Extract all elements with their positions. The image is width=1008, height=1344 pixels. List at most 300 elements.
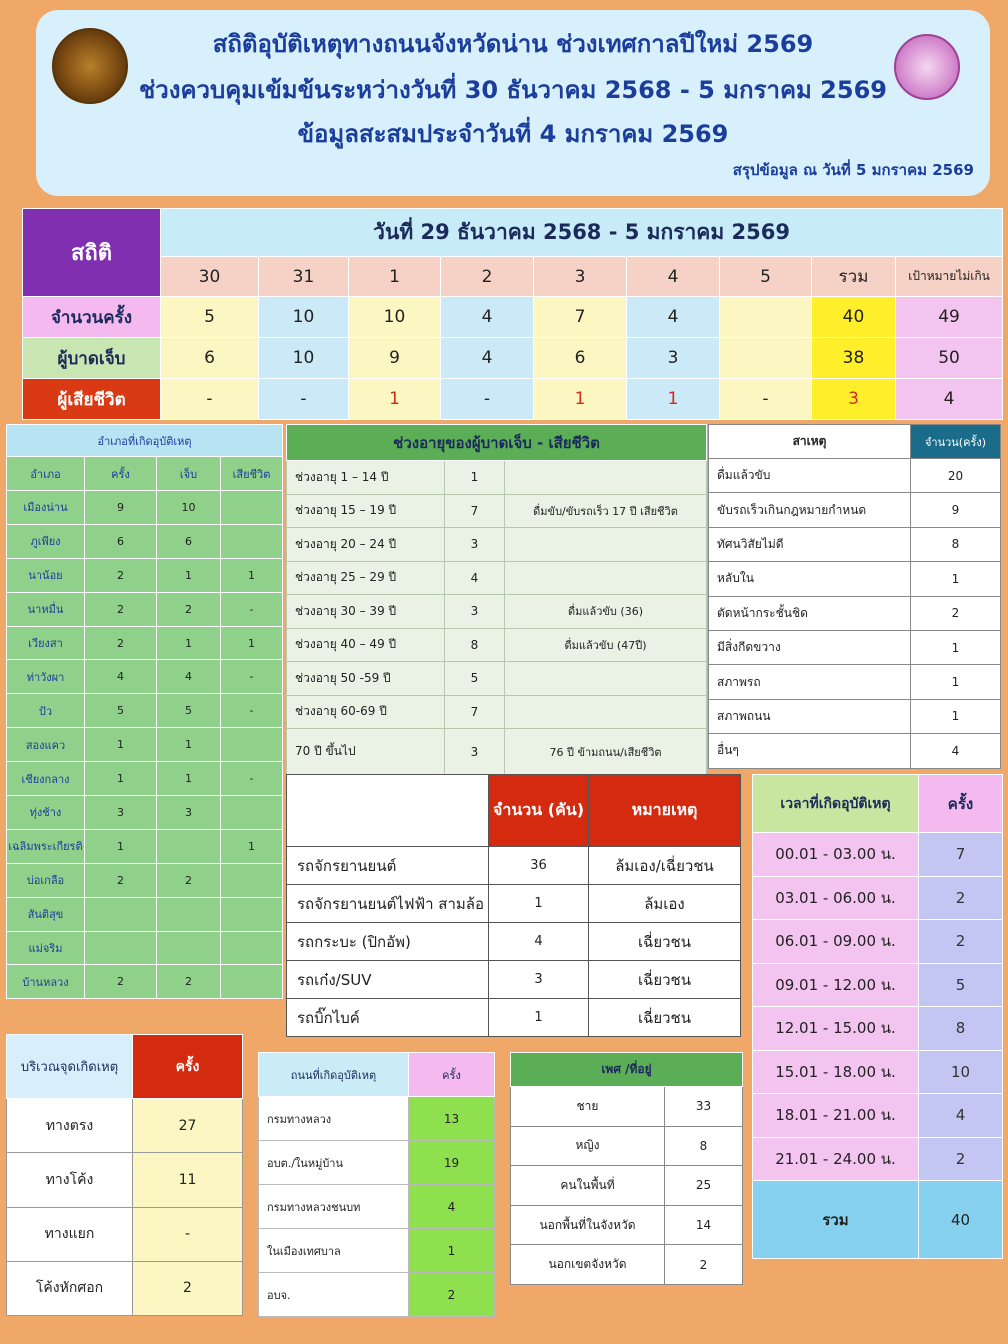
summary-total-cell: 3 [812,379,896,420]
summary-cell: 6 [161,338,259,379]
summary-total-cell: 40 [812,297,896,338]
time-count: 8 [919,1007,1003,1051]
summary-corner-label: สถิติ [23,209,161,297]
time-row [753,1137,1003,1181]
district-header: อำเภอ [7,457,85,491]
cause-row [709,493,1001,527]
time-row [753,1007,1003,1051]
time-total-row [753,1181,1003,1259]
vehicle-row [287,961,741,999]
district-injured [157,829,221,863]
location-label: โค้งหักศอก [7,1261,133,1315]
road-count: 4 [409,1185,495,1229]
district-injured: 1 [157,762,221,796]
gender-count: 8 [665,1126,743,1166]
summary-cell [720,338,812,379]
district-name: เชียงกลาง [7,762,85,796]
time-row [753,963,1003,1007]
district-header-row [7,457,283,491]
road-row [259,1141,495,1185]
summary-row-crashes [23,297,1003,338]
road-label: อบจ. [259,1273,409,1317]
summary-cell: 10 [259,338,349,379]
age-count: 1 [445,461,505,495]
time-range: 21.01 - 24.00 น. [753,1137,919,1181]
district-row [7,491,283,525]
time-range: 12.01 - 15.00 น. [753,1007,919,1051]
district-injured: 2 [157,965,221,999]
age-count: 8 [445,628,505,662]
vehicle-row [287,847,741,885]
summary-cell: 3 [627,338,720,379]
summary-cell: - [259,379,349,420]
summary-col-header: เป้าหมายไม่เกิน [896,257,1003,297]
time-range: 18.01 - 21.00 น. [753,1094,919,1138]
district-crashes: 1 [85,762,157,796]
gender-row [511,1245,743,1285]
vehicle-table [286,774,741,1037]
summary-col-header: 31 [259,257,349,297]
location-row [7,1153,243,1207]
summary-target-cell: 49 [896,297,1003,338]
time-count: 4 [919,1094,1003,1138]
cause-count: 2 [911,596,1001,630]
summary-col-header: 3 [534,257,627,297]
summary-table [22,208,1003,420]
age-range: ช่วงอายุ 20 – 24 ปี [287,528,445,562]
district-row [7,728,283,762]
time-range: 09.01 - 12.00 น. [753,963,919,1007]
location-row [7,1207,243,1261]
district-injured: 2 [157,592,221,626]
location-count: 27 [133,1099,243,1153]
cause-row [709,527,1001,561]
summary-cell: - [720,379,812,420]
cause-label: ขับรถเร็วเกินกฎหมายกำหนด [709,493,911,527]
age-row [287,494,707,528]
district-row [7,762,283,796]
summary-col-header: 1 [349,257,441,297]
vehicle-count: 4 [489,923,589,961]
gender-count: 14 [665,1205,743,1245]
vehicle-header-blank [287,775,489,847]
age-range: ช่วงอายุ 15 – 19 ปี [287,494,445,528]
summary-cell: 7 [534,297,627,338]
location-label: ทางโค้ง [7,1153,133,1207]
age-range: ช่วงอายุ 60-69 ปี [287,695,445,729]
header-banner [36,10,990,196]
gender-title: เพศ /ที่อยู่ [511,1053,743,1087]
vehicle-count: 36 [489,847,589,885]
gender-label: คนในพื้นที่ [511,1166,665,1206]
district-header: เสียชีวิต [221,457,283,491]
summary-cell: 10 [259,297,349,338]
district-deaths: - [221,762,283,796]
age-range: ช่วงอายุ 25 – 29 ปี [287,561,445,595]
road-header-label: ถนนที่เกิดอุบัติเหตุ [259,1053,409,1097]
district-crashes: 2 [85,558,157,592]
time-row [753,833,1003,877]
age-count: 5 [445,662,505,696]
gender-row [511,1166,743,1206]
time-count: 2 [919,920,1003,964]
summary-column-header-row [23,257,1003,297]
road-count: 1 [409,1229,495,1273]
road-row [259,1097,495,1141]
time-range: 03.01 - 06.00 น. [753,876,919,920]
summary-row-label: ผู้บาดเจ็บ [23,338,161,379]
summary-target-cell: 4 [896,379,1003,420]
district-injured: 10 [157,491,221,525]
district-deaths [221,863,283,897]
district-crashes: 3 [85,796,157,830]
time-range: 15.01 - 18.00 น. [753,1050,919,1094]
title-line-3: ข้อมูลสะสมประจำวันที่ 4 มกราคม 2569 [297,120,729,148]
district-injured: 4 [157,660,221,694]
district-crashes: 2 [85,965,157,999]
location-count: 11 [133,1153,243,1207]
district-name: เวียงสา [7,626,85,660]
age-row [287,729,707,775]
time-total-label: รวม [753,1181,919,1259]
age-range: ช่วงอายุ 40 – 49 ปี [287,628,445,662]
location-label: ทางแยก [7,1207,133,1261]
summary-cell: 10 [349,297,441,338]
district-name: เมืองน่าน [7,491,85,525]
summary-row-label: จำนวนครั้ง [23,297,161,338]
summary-cell: 1 [627,379,720,420]
age-row [287,461,707,495]
age-note: ดื่มขับ/ขับรถเร็ว 17 ปี เสียชีวิต [505,494,707,528]
cause-row [709,665,1001,699]
age-row [287,595,707,629]
district-row [7,796,283,830]
vehicle-header-count: จำนวน (คัน) [489,775,589,847]
summary-col-header: รวม [812,257,896,297]
vehicle-row [287,923,741,961]
district-name: บ่อเกลือ [7,863,85,897]
cause-header-label: สาเหตุ [709,425,911,459]
cause-header-count: จำนวน(ครั้ง) [911,425,1001,459]
vehicle-row [287,885,741,923]
location-header-count: ครั้ง [133,1035,243,1099]
district-deaths: 1 [221,829,283,863]
district-name: ท่าวังผา [7,660,85,694]
age-note [505,662,707,696]
time-row [753,1094,1003,1138]
time-range: 06.01 - 09.00 น. [753,920,919,964]
district-header: ครั้ง [85,457,157,491]
vehicle-count: 1 [489,999,589,1037]
district-name: สันติสุข [7,897,85,931]
vehicle-type: รถเก๋ง/SUV [287,961,489,999]
summary-row-label: ผู้เสียชีวิต [23,379,161,420]
road-header-count: ครั้ง [409,1053,495,1097]
age-range: ช่วงอายุ 1 – 14 ปี [287,461,445,495]
summary-cell: 6 [534,338,627,379]
age-note: ดื่มแล้วขับ (47ปี) [505,628,707,662]
gender-label: นอกพื้นที่ในจังหวัด [511,1205,665,1245]
summary-cell: - [441,379,534,420]
district-deaths [221,796,283,830]
district-deaths [221,965,283,999]
time-count: 2 [919,1137,1003,1181]
summary-cell: - [161,379,259,420]
time-row [753,920,1003,964]
summary-cell: 5 [161,297,259,338]
age-row [287,561,707,595]
time-header-count: ครั้ง [919,775,1003,833]
age-row [287,695,707,729]
vehicle-note: เฉี่ยวชน [589,923,741,961]
cause-count: 8 [911,527,1001,561]
district-injured [157,897,221,931]
district-row [7,660,283,694]
summary-row-injured [23,338,1003,379]
summary-row-deaths [23,379,1003,420]
road-row [259,1185,495,1229]
age-count: 3 [445,595,505,629]
location-count: 2 [133,1261,243,1315]
district-injured: 1 [157,626,221,660]
district-row [7,931,283,965]
summary-period: วันที่ 29 ธันวาคม 2568 - 5 มกราคม 2569 [161,209,1003,257]
district-name: นาหมื่น [7,592,85,626]
cause-row [709,459,1001,493]
district-row [7,592,283,626]
location-count: - [133,1207,243,1261]
time-count: 10 [919,1050,1003,1094]
cause-row [709,562,1001,596]
age-count: 7 [445,494,505,528]
cause-row [709,596,1001,630]
location-row [7,1261,243,1315]
district-row [7,626,283,660]
district-crashes: 2 [85,863,157,897]
district-deaths: 1 [221,558,283,592]
cause-label: ตัดหน้ากระชั้นชิด [709,596,911,630]
summary-cell: 4 [441,297,534,338]
road-label: อบต./ในหมู่บ้าน [259,1141,409,1185]
district-crashes [85,931,157,965]
vehicle-count: 1 [489,885,589,923]
summary-col-header: 4 [627,257,720,297]
time-count: 2 [919,876,1003,920]
road-count: 2 [409,1273,495,1317]
summary-cell: 4 [627,297,720,338]
cause-row [709,699,1001,733]
cause-label: ทัศนวิสัยไม่ดี [709,527,911,561]
district-injured: 6 [157,524,221,558]
age-count: 7 [445,695,505,729]
age-table [286,424,707,775]
cause-label: ดื่มแล้วขับ [709,459,911,493]
cause-label: มีสิ่งกีดขวาง [709,630,911,664]
title-line-2: ช่วงควบคุมเข้มข้นระหว่างวันที่ 30 ธันวาคม 2568 - 5 มกราคม 2569 [139,76,887,104]
district-row [7,965,283,999]
age-count: 3 [445,729,505,775]
cause-count: 1 [911,699,1001,733]
district-deaths [221,728,283,762]
vehicle-type: รถกระบะ (ปิกอัพ) [287,923,489,961]
district-title: อำเภอที่เกิดอุบัติเหตุ [7,425,283,457]
summary-cell: 1 [349,379,441,420]
road-row [259,1273,495,1317]
district-name: ปัว [7,694,85,728]
district-row [7,897,283,931]
time-table [752,774,1003,1259]
district-name: แม่จริม [7,931,85,965]
age-note [505,695,707,729]
district-crashes [85,897,157,931]
district-deaths: - [221,694,283,728]
cause-row [709,630,1001,664]
district-name: ทุ่งช้าง [7,796,85,830]
district-name: นาน้อย [7,558,85,592]
cause-count: 20 [911,459,1001,493]
district-deaths: 1 [221,626,283,660]
district-name: ภูเพียง [7,524,85,558]
time-row [753,1050,1003,1094]
vehicle-note: เฉี่ยวชน [589,961,741,999]
vehicle-type: รถจักรยานยนต์ไฟฟ้า สามล้อ [287,885,489,923]
age-row [287,528,707,562]
summary-date: สรุปข้อมูล ณ วันที่ 5 มกราคม 2569 [732,161,974,179]
road-row [259,1229,495,1273]
cause-count: 1 [911,630,1001,664]
vehicle-type: รถบิ๊กไบค์ [287,999,489,1037]
vehicle-header-note: หมายเหตุ [589,775,741,847]
road-label: ในเมืองเทศบาล [259,1229,409,1273]
summary-cell: 9 [349,338,441,379]
location-header-label: บริเวณจุดเกิดเหตุ [7,1035,133,1099]
gender-label: นอกเขตจังหวัด [511,1245,665,1285]
district-header: เจ็บ [157,457,221,491]
age-note [505,561,707,595]
district-name: สองแคว [7,728,85,762]
age-note [505,528,707,562]
summary-col-header: 2 [441,257,534,297]
district-name: เฉลิมพระเกียรติ [7,829,85,863]
district-deaths [221,491,283,525]
district-injured: 1 [157,558,221,592]
district-row [7,829,283,863]
vehicle-note: ล้มเอง [589,885,741,923]
district-deaths [221,897,283,931]
district-row [7,694,283,728]
road-table [258,1052,495,1317]
summary-total-cell: 38 [812,338,896,379]
district-deaths: - [221,660,283,694]
district-deaths [221,524,283,558]
road-count: 19 [409,1141,495,1185]
gender-count: 33 [665,1087,743,1127]
gender-count: 25 [665,1166,743,1206]
age-note [505,461,707,495]
district-crashes: 9 [85,491,157,525]
cause-label: สภาพถนน [709,699,911,733]
age-range: ช่วงอายุ 50 -59 ปี [287,662,445,696]
age-row [287,628,707,662]
district-injured: 3 [157,796,221,830]
cause-label: หลับใน [709,562,911,596]
summary-col-header: 30 [161,257,259,297]
district-crashes: 6 [85,524,157,558]
vehicle-note: ล้มเอง/เฉี่ยวชน [589,847,741,885]
gender-label: หญิง [511,1126,665,1166]
age-range: 70 ปี ขึ้นไป [287,729,445,775]
gender-row [511,1126,743,1166]
age-count: 3 [445,528,505,562]
district-row [7,863,283,897]
location-table [6,1034,243,1316]
location-row [7,1099,243,1153]
district-crashes: 5 [85,694,157,728]
district-crashes: 1 [85,829,157,863]
district-crashes: 4 [85,660,157,694]
summary-cell: 4 [441,338,534,379]
age-note: ดื่มแล้วขับ (36) [505,595,707,629]
gender-label: ชาย [511,1087,665,1127]
district-injured: 1 [157,728,221,762]
time-header-label: เวลาที่เกิดอุบัติเหตุ [753,775,919,833]
age-range: ช่วงอายุ 30 – 39 ปี [287,595,445,629]
cause-count: 9 [911,493,1001,527]
road-label: กรมทางหลวงชนบท [259,1185,409,1229]
vehicle-note: เฉี่ยวชน [589,999,741,1037]
time-count: 5 [919,963,1003,1007]
cause-count: 1 [911,665,1001,699]
title-line-1: สถิติอุบัติเหตุทางถนนจังหวัดน่าน ช่วงเทศกาลปีใหม่ 2569 [212,30,814,58]
district-row [7,524,283,558]
district-deaths: - [221,592,283,626]
district-injured [157,931,221,965]
vehicle-row [287,999,741,1037]
gender-count: 2 [665,1245,743,1285]
road-label: กรมทางหลวง [259,1097,409,1141]
age-note: 76 ปี ข้ามถนน/เสียชีวิต [505,729,707,775]
time-range: 00.01 - 03.00 น. [753,833,919,877]
summary-col-header: 5 [720,257,812,297]
district-row [7,558,283,592]
summary-cell: 1 [534,379,627,420]
cause-row [709,734,1001,768]
summary-target-cell: 50 [896,338,1003,379]
vehicle-type: รถจักรยานยนต์ [287,847,489,885]
district-crashes: 2 [85,592,157,626]
cause-table [708,424,1001,769]
district-table [6,424,283,999]
district-crashes: 2 [85,626,157,660]
gender-table [510,1052,743,1285]
cause-label: สภาพรถ [709,665,911,699]
time-row [753,876,1003,920]
cause-count: 1 [911,562,1001,596]
cause-label: อื่นๆ [709,734,911,768]
district-deaths [221,931,283,965]
district-injured: 2 [157,863,221,897]
district-injured: 5 [157,694,221,728]
gender-row [511,1205,743,1245]
age-row [287,662,707,696]
age-count: 4 [445,561,505,595]
vehicle-count: 3 [489,961,589,999]
gender-row [511,1087,743,1127]
road-count: 13 [409,1097,495,1141]
cause-count: 4 [911,734,1001,768]
time-total-value: 40 [919,1181,1003,1259]
district-name: บ้านหลวง [7,965,85,999]
